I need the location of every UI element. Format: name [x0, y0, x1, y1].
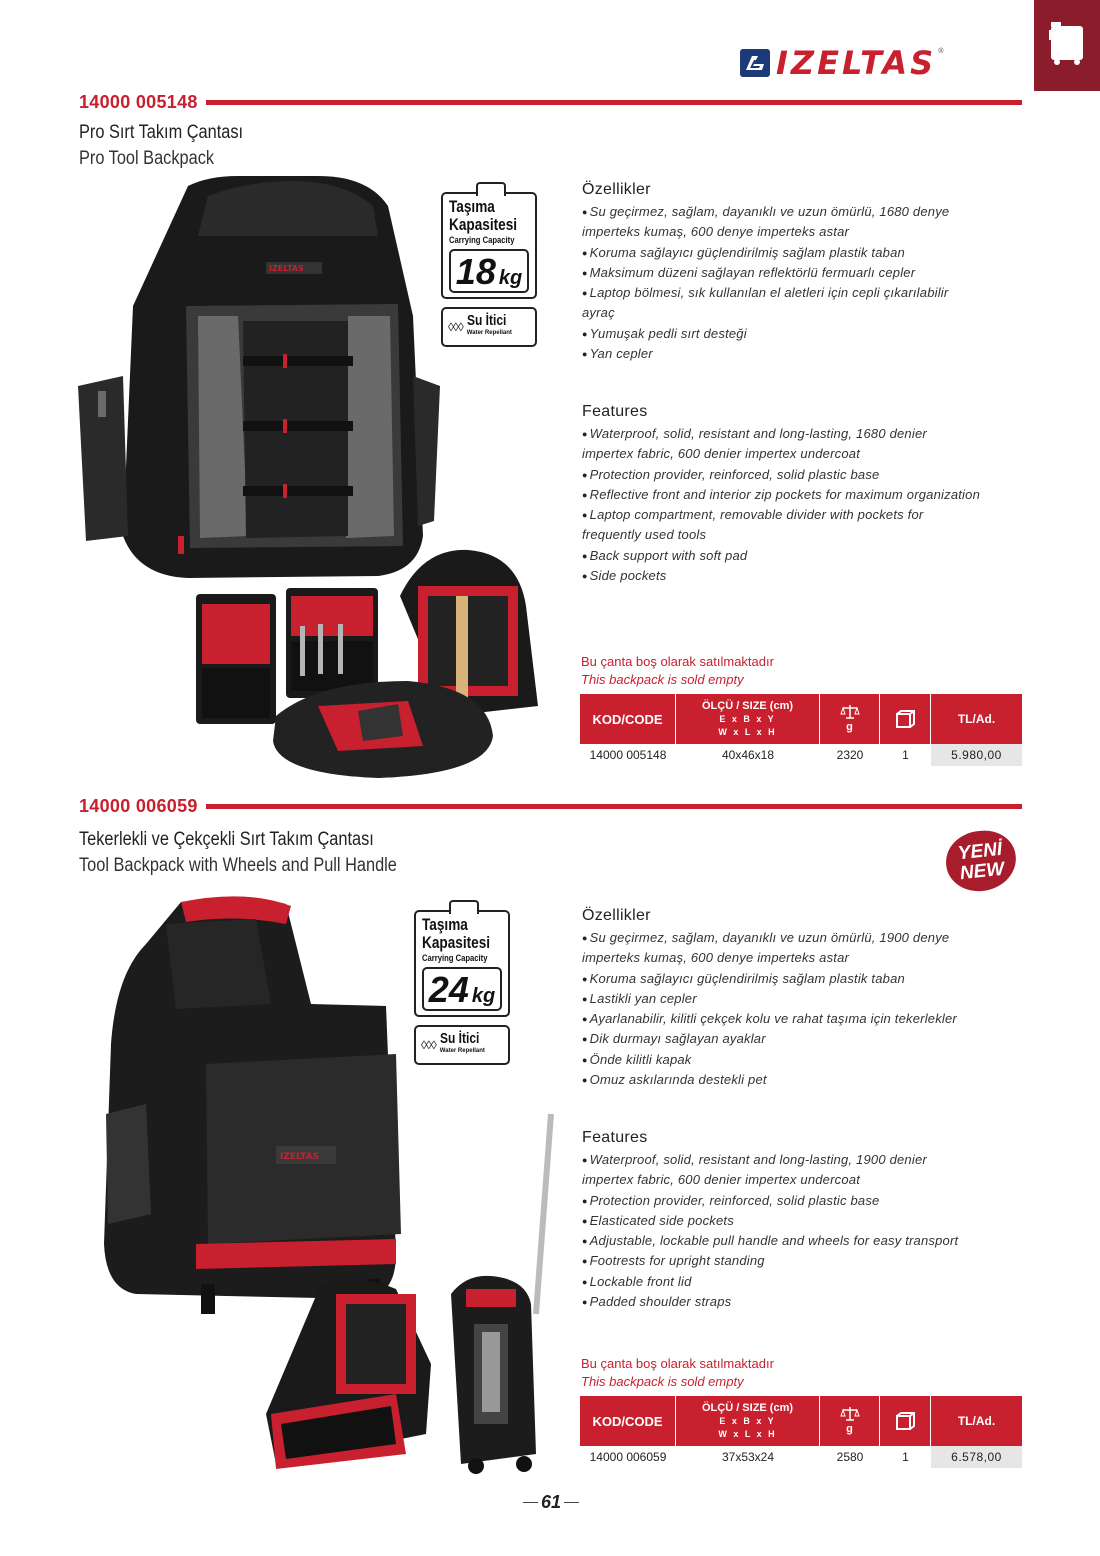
empty-note-tr: Bu çanta boş olarak satılmaktadır: [581, 654, 774, 669]
size-header-label: ÖLÇÜ / SIZE (cm): [701, 1401, 794, 1414]
bag-handle-icon: [449, 900, 479, 914]
cell-weight: 2320: [836, 748, 864, 762]
box-icon: [895, 709, 915, 729]
svg-text:IZELTAS: IZELTAS: [269, 264, 304, 273]
page-rule-right: [564, 1502, 579, 1504]
feature-item: ● Waterproof, solid, resistant and long-lasting, 1900 denier impertex fabric, 600 denier impertex undercoat: [582, 1150, 982, 1191]
page-rule-left: [523, 1502, 538, 1504]
capacity-number: 18: [455, 251, 496, 292]
page-number: [520, 1492, 582, 1513]
features-heading-tr: Özellikler: [582, 181, 651, 198]
badge-title-line2: Kapasitesi: [449, 215, 518, 234]
water-repellent-sub: Water Repellant: [466, 330, 512, 336]
water-repellent-badge: [441, 307, 537, 347]
feature-item: ● Lockable front lid: [582, 1272, 982, 1292]
capacity-unit: kg: [471, 985, 496, 1007]
box-icon: [895, 1411, 915, 1431]
cell-price: 5.980,00: [931, 744, 1022, 766]
weight-unit: g: [846, 721, 853, 733]
product-2-title-en: Tool Backpack with Wheels and Pull Handle: [79, 855, 397, 876]
product-2-features-en: [582, 1129, 982, 1312]
cell-size: 37x53x24: [721, 1450, 775, 1464]
cell-price: 6.578,00: [931, 1446, 1022, 1468]
badge-subtitle: Carrying Capacity: [449, 235, 515, 245]
col-code-header: KOD/CODE: [580, 1396, 676, 1446]
water-drops-icon: ◊◊◊: [448, 320, 463, 334]
empty-note-tr: Bu çanta boş olarak satılmaktadır: [581, 1356, 774, 1371]
col-weight-header: [820, 1396, 880, 1446]
table-row: [580, 1446, 1022, 1468]
capacity-unit: kg: [498, 267, 523, 289]
col-size-header: [676, 694, 820, 744]
features-heading-tr: Özellikler: [582, 907, 651, 924]
product-1-spec-table: [580, 694, 1022, 766]
capacity-number: 24: [428, 969, 469, 1010]
product-1-header: [79, 90, 1022, 114]
feature-item: ● Side pockets: [582, 566, 982, 586]
product-2-features-tr: [582, 907, 982, 1090]
new-label-en: NEW: [958, 858, 1006, 885]
badge-subtitle: Carrying Capacity: [422, 953, 488, 963]
product-2-title-tr: Tekerlekli ve Çekçekli Sırt Takım Çantası: [79, 829, 374, 850]
feature-item: ● Yan cepler: [582, 344, 982, 364]
product-1-features-en: [582, 403, 982, 586]
features-heading-en: Features: [582, 403, 648, 420]
header-rule: [206, 100, 1022, 105]
product-1-empty-note: [581, 653, 774, 689]
water-repellent-label: Su İtici: [439, 1030, 480, 1047]
size-dims-tr: E x B x Y: [719, 1415, 776, 1426]
capacity-value: [422, 967, 502, 1011]
col-code-header: KOD/CODE: [580, 694, 676, 744]
feature-item: ● Omuz askılarında destekli pet: [582, 1070, 982, 1090]
cell-qty: 1: [902, 748, 909, 762]
badge-title-line2: Kapasitesi: [422, 933, 491, 952]
cell-weight: 2580: [836, 1450, 864, 1464]
water-repellent-badge: [414, 1025, 510, 1065]
product-2-code: 14000 006059: [79, 795, 198, 816]
product-2-capacity-badge: [414, 910, 510, 1065]
feature-item: ● Reflective front and interior zip pockets for maximum organization: [582, 485, 982, 505]
col-size-header: [676, 1396, 820, 1446]
feature-item: ● Koruma sağlayıcı güçlendirilmiş sağlam plastik taban: [582, 243, 982, 263]
size-dims-tr: E x B x Y: [719, 713, 776, 724]
product-1-title-en: Pro Tool Backpack: [79, 148, 215, 169]
header-rule: [206, 804, 1022, 809]
cell-code: 14000 005148: [589, 748, 667, 762]
feature-item: ● Footrests for upright standing: [582, 1251, 982, 1271]
new-label-tr: YENİ: [956, 838, 1004, 865]
page-number-text: 61: [540, 1492, 562, 1512]
feature-item: ● Waterproof, solid, resistant and long-lasting, 1680 denier impertex fabric, 600 denier impertex undercoat: [582, 424, 982, 465]
capacity-value: [449, 249, 529, 293]
table-header: [580, 1396, 1022, 1446]
cell-qty: 1: [902, 1450, 909, 1464]
water-repellent-sub: Water Repellant: [439, 1048, 485, 1054]
feature-item: ● Koruma sağlayıcı güçlendirilmiş sağlam plastik taban: [582, 969, 982, 989]
brand-reg-mark: ®: [938, 48, 944, 55]
feature-item: ● Elasticated side pockets: [582, 1211, 982, 1231]
feature-item: ● Ayarlanabilir, kilitli çekçek kolu ve rahat taşıma için tekerlekler: [582, 1009, 982, 1029]
badge-title-line1: Taşıma: [422, 915, 468, 934]
table-row: [580, 744, 1022, 766]
feature-item: ● Protection provider, reinforced, solid plastic base: [582, 1191, 982, 1211]
feature-item: ● Laptop bölmesi, sık kullanılan el aletleri için cepli çıkarılabilir ayraç: [582, 283, 982, 324]
product-1-capacity-badge: [441, 192, 537, 347]
col-weight-header: [820, 694, 880, 744]
feature-item: ● Adjustable, lockable pull handle and wheels for easy transport: [582, 1231, 982, 1251]
col-qty-header: [880, 694, 931, 744]
size-dims-en: W x L x H: [718, 1428, 777, 1439]
feature-item: ● Dik durmayı sağlayan ayaklar: [582, 1029, 982, 1049]
product-2-spec-table: [580, 1396, 1022, 1468]
feature-item: ● Lastikli yan cepler: [582, 989, 982, 1009]
bag-handle-icon: [476, 182, 506, 196]
size-dims-en: W x L x H: [718, 726, 777, 737]
table-header: [580, 694, 1022, 744]
feature-item: ● Back support with soft pad: [582, 546, 982, 566]
water-repellent-label: Su İtici: [466, 312, 507, 329]
brand-name: IZELTAS: [776, 44, 937, 82]
brand-logo: [740, 44, 944, 82]
empty-note-en: This backpack is sold empty: [581, 1374, 744, 1389]
water-drops-icon: ◊◊◊: [421, 1038, 436, 1052]
features-heading-en: Features: [582, 1129, 648, 1146]
new-badge: [943, 828, 1019, 895]
col-price-header: TL/Ad.: [957, 712, 996, 726]
feature-item: ● Yumuşak pedli sırt desteği: [582, 324, 982, 344]
feature-item: ● Protection provider, reinforced, solid plastic base: [582, 465, 982, 485]
feature-item: ● Su geçirmez, sağlam, dayanıklı ve uzun ömürlü, 1900 denye imperteks kumaş, 600 denye imperteks astar: [582, 928, 982, 969]
scale-icon: [840, 704, 860, 720]
chapter-tab[interactable]: [1034, 0, 1100, 91]
product-1-title-tr: Pro Sırt Takım Çantası: [79, 122, 244, 143]
badge-title-line1: Taşıma: [449, 197, 495, 216]
empty-note-en: This backpack is sold empty: [581, 672, 744, 687]
product-1-code: 14000 005148: [79, 91, 198, 112]
tool-cabinet-icon: [1048, 20, 1086, 66]
scale-icon: [840, 1406, 860, 1422]
brand-mark-icon: [740, 49, 770, 77]
size-header-label: ÖLÇÜ / SIZE (cm): [701, 699, 794, 712]
feature-item: ● Laptop compartment, removable divider with pockets for frequently used tools: [582, 505, 982, 546]
svg-text:IZELTAS: IZELTAS: [280, 1152, 320, 1162]
weight-unit: g: [846, 1423, 853, 1435]
cell-size: 40x46x18: [721, 748, 775, 762]
feature-item: ● Su geçirmez, sağlam, dayanıklı ve uzun ömürlü, 1680 denye imperteks kumaş, 600 denye imperteks astar: [582, 202, 982, 243]
cell-code: 14000 006059: [589, 1450, 667, 1464]
feature-item: ● Önde kilitli kapak: [582, 1050, 982, 1070]
product-2-header: [79, 794, 1022, 818]
feature-item: ● Maksimum düzeni sağlayan reflektörlü fermuarlı cepler: [582, 263, 982, 283]
product-2-empty-note: [581, 1355, 774, 1391]
product-1-features-tr: [582, 181, 982, 364]
col-price-header: TL/Ad.: [957, 1414, 996, 1428]
col-qty-header: [880, 1396, 931, 1446]
feature-item: ● Padded shoulder straps: [582, 1292, 982, 1312]
